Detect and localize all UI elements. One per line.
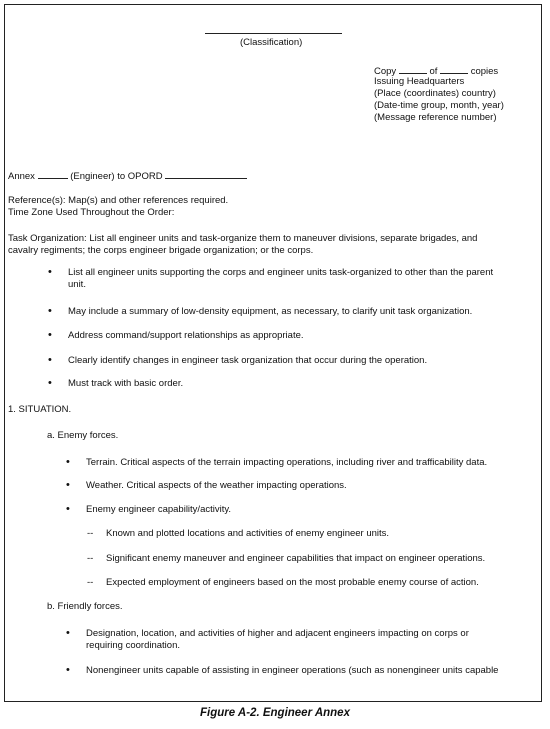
bullet-icon: • [66, 456, 70, 468]
task-org-bullet-3: Address command/support relationships as appropriate. [68, 330, 304, 341]
copy-total-blank [440, 64, 468, 74]
bullet-icon: • [48, 305, 52, 317]
opord-blank [165, 169, 247, 179]
bullet-icon: • [48, 266, 52, 278]
bullet-icon: • [66, 479, 70, 491]
references-line: Reference(s): Map(s) and other references required. [8, 195, 229, 206]
enemy-dash-2: Significant enemy maneuver and engineer capabilities that impact on engineer operations. [106, 553, 486, 564]
enemy-dash-1: Known and plotted locations and activities of enemy engineer units. [106, 528, 390, 539]
bullet-icon: • [66, 503, 70, 515]
time-zone-line: Time Zone Used Throughout the Order: [8, 207, 175, 218]
task-organization-line1: Task Organization: List all engineer units and task-organize them to maneuver divisions, separate brigades, and [8, 233, 478, 244]
dash-icon: -- [87, 553, 94, 564]
engineer-capability-bullet: Enemy engineer capability/activity. [86, 504, 232, 515]
bullet-icon: • [48, 377, 52, 389]
issuing-hq: Issuing Headquarters [374, 76, 465, 87]
classification-line [205, 33, 342, 34]
friendly-bullet-2: Nonengineer units capable of assisting in engineer operations (such as nonengineer units capable [86, 665, 499, 676]
dash-icon: -- [87, 528, 94, 539]
annex-line: Annex (Engineer) to OPORD [8, 169, 247, 183]
bullet-icon: • [66, 627, 70, 639]
task-org-bullet-5: Must track with basic order. [68, 378, 184, 389]
task-organization-line2: cavalry regiments; the corps engineer brigade organization; or the corps. [8, 245, 314, 256]
copy-line: Copy of copies [374, 66, 499, 77]
classification-label: (Classification) [240, 37, 303, 48]
bullet-icon: • [66, 664, 70, 676]
task-org-bullet-4: Clearly identify changes in engineer task organization that occur during the operation. [68, 355, 428, 366]
friendly-bullet-1: Designation, location, and activities of higher and adjacent engineers impacting on corps or [86, 628, 469, 639]
task-org-bullet-2: May include a summary of low-density equipment, as necessary, to clarify unit task organization. [68, 306, 473, 317]
friendly-forces-heading: b. Friendly forces. [47, 601, 123, 612]
enemy-dash-3: Expected employment of engineers based on the most probable enemy course of action. [106, 577, 479, 588]
task-org-bullet-1: List all engineer units supporting the corps and engineer units task-organized to other than the parent [68, 267, 494, 278]
dash-icon: -- [87, 577, 94, 588]
friendly-bullet-1-cont: requiring coordination. [86, 640, 181, 651]
message-reference-line: (Message reference number) [374, 112, 497, 123]
datetime-line: (Date-time group, month, year) [374, 100, 504, 111]
task-org-bullet-1-cont: unit. [68, 279, 86, 290]
enemy-forces-heading: a. Enemy forces. [47, 430, 119, 441]
weather-bullet: Weather. Critical aspects of the weather impacting operations. [86, 480, 347, 491]
copy-number-blank [399, 64, 427, 74]
place-line: (Place (coordinates) country) [374, 88, 496, 99]
situation-heading: 1. SITUATION. [8, 404, 72, 415]
terrain-bullet: Terrain. Critical aspects of the terrain impacting operations, including river and trafficability data. [86, 457, 488, 468]
annex-blank [38, 169, 68, 179]
bullet-icon: • [48, 329, 52, 341]
figure-caption: Figure A-2. Engineer Annex [200, 707, 350, 719]
bullet-icon: • [48, 354, 52, 366]
